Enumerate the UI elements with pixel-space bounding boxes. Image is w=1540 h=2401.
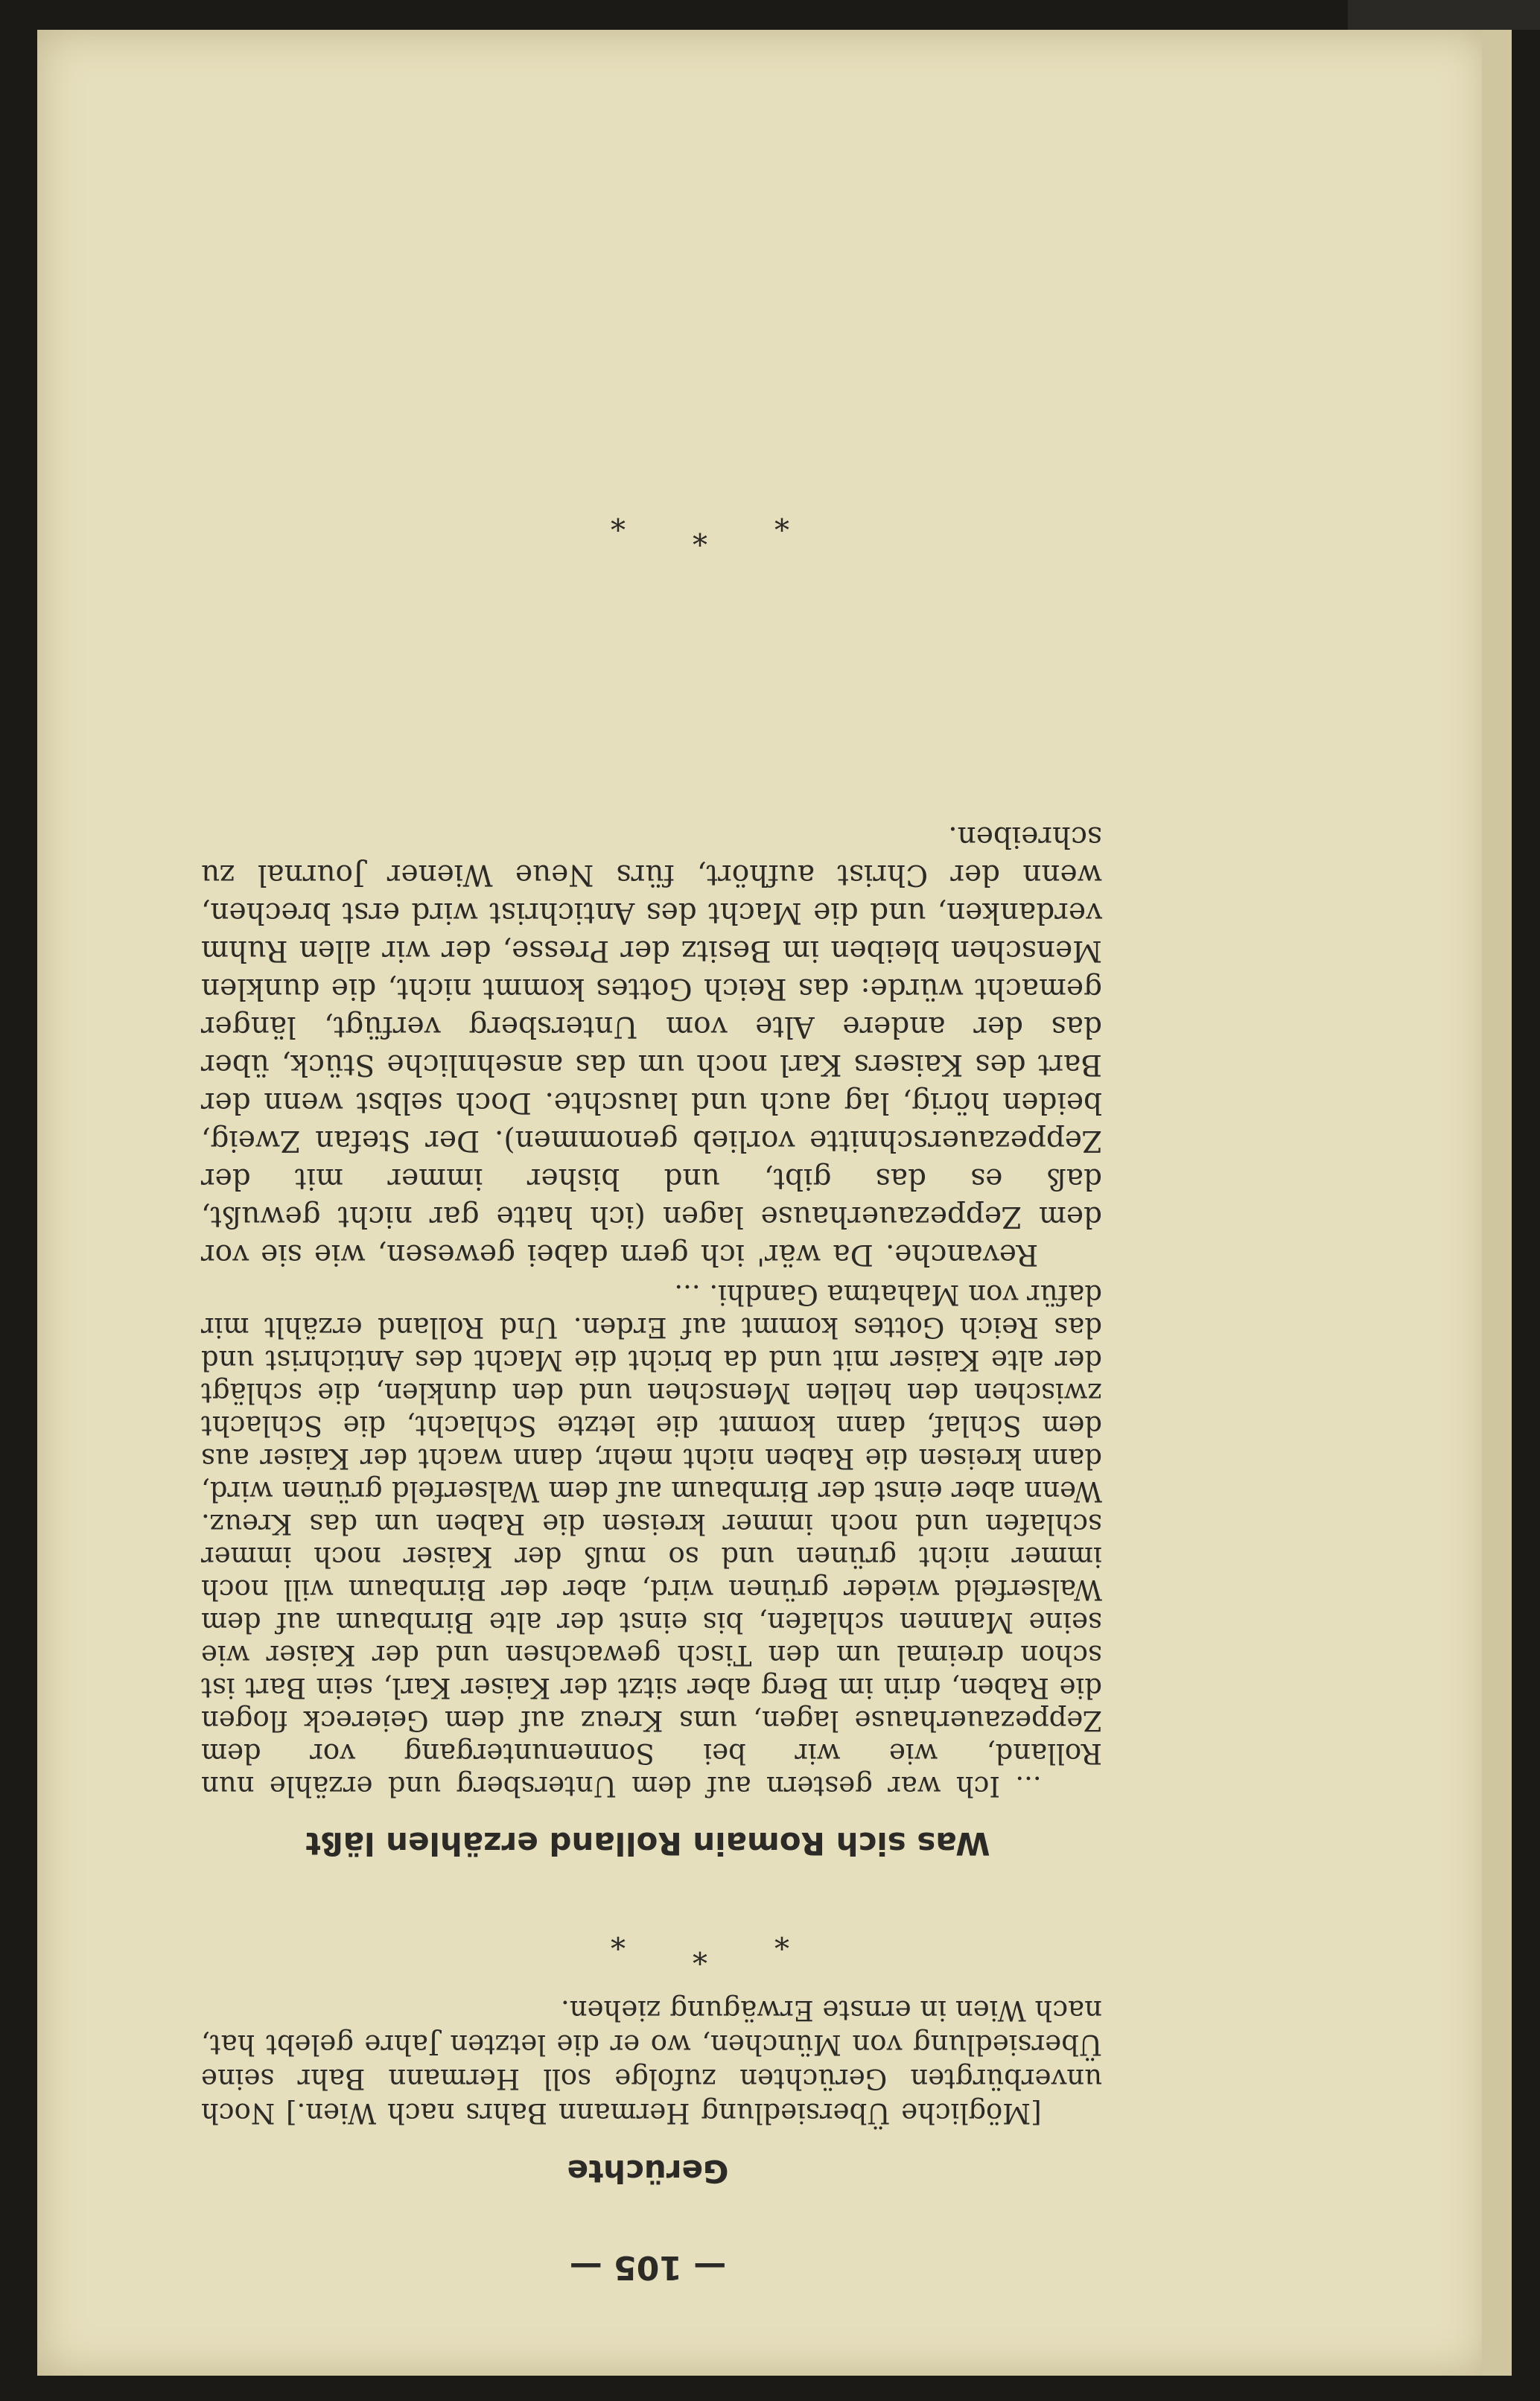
rolland-paragraph-1: ... Ich war gestern auf dem Untersberg und erzähle nun Rolland, wie wir bei Sonnenuntergang vor dem Zeppezauerhause lagen, ums Kreuz auf dem Geiereck flogen die Raben, drin im Berg aber sitzt der Kaiser Karl, sein Bart ist schon dreimal um den Tisch gewachsen und der Kaiser wie seine Mannen schlafen, bis einst der alte Birnbaum auf dem Walserfeld wieder grünen wird, aber der Birnbaum will noch immer nicht grünen und so muß der Kaiser noch immer schlafen und noch immer kreisen die Raben um das Kreuz. Wenn aber einst der Birnbaum auf dem Walserfeld grünen wird, dann kreisen die Raben nicht mehr, dann wacht der Kaiser aus dem Schlaf, dann kommt die letzte Schlacht, die Schlacht zwischen den hellen Menschen und den dunklen, die schlägt der alte Kaiser mit und da bricht die Macht des Antichrist und das Reich Gottes kommt auf Erden. Und Rolland erzählt mir dafür von Mahatma Gandhi. ... (201, 1279, 1102, 1802)
page-number: — 105 — (569, 2248, 727, 2286)
star-glyph: * (693, 517, 707, 551)
section-title-rolland: Was sich Romain Rolland erzählen läßt (305, 1825, 990, 1862)
binding-shadow (1348, 0, 1540, 30)
separator-stars-1 (596, 1921, 789, 1970)
star-glyph: * (693, 1936, 707, 1970)
star-glyph: * (611, 1921, 626, 1955)
section-body-geruechte (201, 1993, 1102, 2130)
star-glyph: * (774, 502, 789, 536)
geruechte-paragraph: [Mögliche Übersiedlung Hermann Bahrs nach Wien.] Noch unverbürgten Gerüchten zufolge soll Hermann Bahr seine Übersiedlung von München, wo er die letzten Jahre gelebt hat, nach Wien in ernste Erwägung ziehen. (201, 1994, 1102, 2129)
page-content-upside-down (37, 30, 1489, 2376)
separator-stars-2 (596, 502, 789, 551)
section-body-rolland (201, 818, 1102, 1802)
star-glyph: * (774, 1921, 789, 1955)
section-title-geruechte: Gerüchte (567, 2153, 729, 2189)
rolland-paragraph-2: Revanche. Da wär' ich gern dabei gewesen, wie sie vor dem Zeppezauerhause lagen (ich hatte gar nicht gewußt, daß es das gibt, und bisher immer mit der Zeppezauerschnitte vorlieb genommen). Der Stefan Zweig, beiden hörig, lag auch und lauschte. Doch selbst wenn der Bart des Kaisers Karl noch um das ansehnliche Stück, über das der andere Alte vom Untersberg verfügt, länger gemacht würde: das Reich Gottes kommt nicht, die dunklen Menschen bleiben im Besitz der Presse, der wir allen Ruhm verdanken, und die Macht des Antichrist wird erst brechen, wenn der Christ aufhört, fürs Neue Wiener Journal zu schreiben. (201, 820, 1102, 1271)
star-glyph: * (611, 502, 626, 536)
